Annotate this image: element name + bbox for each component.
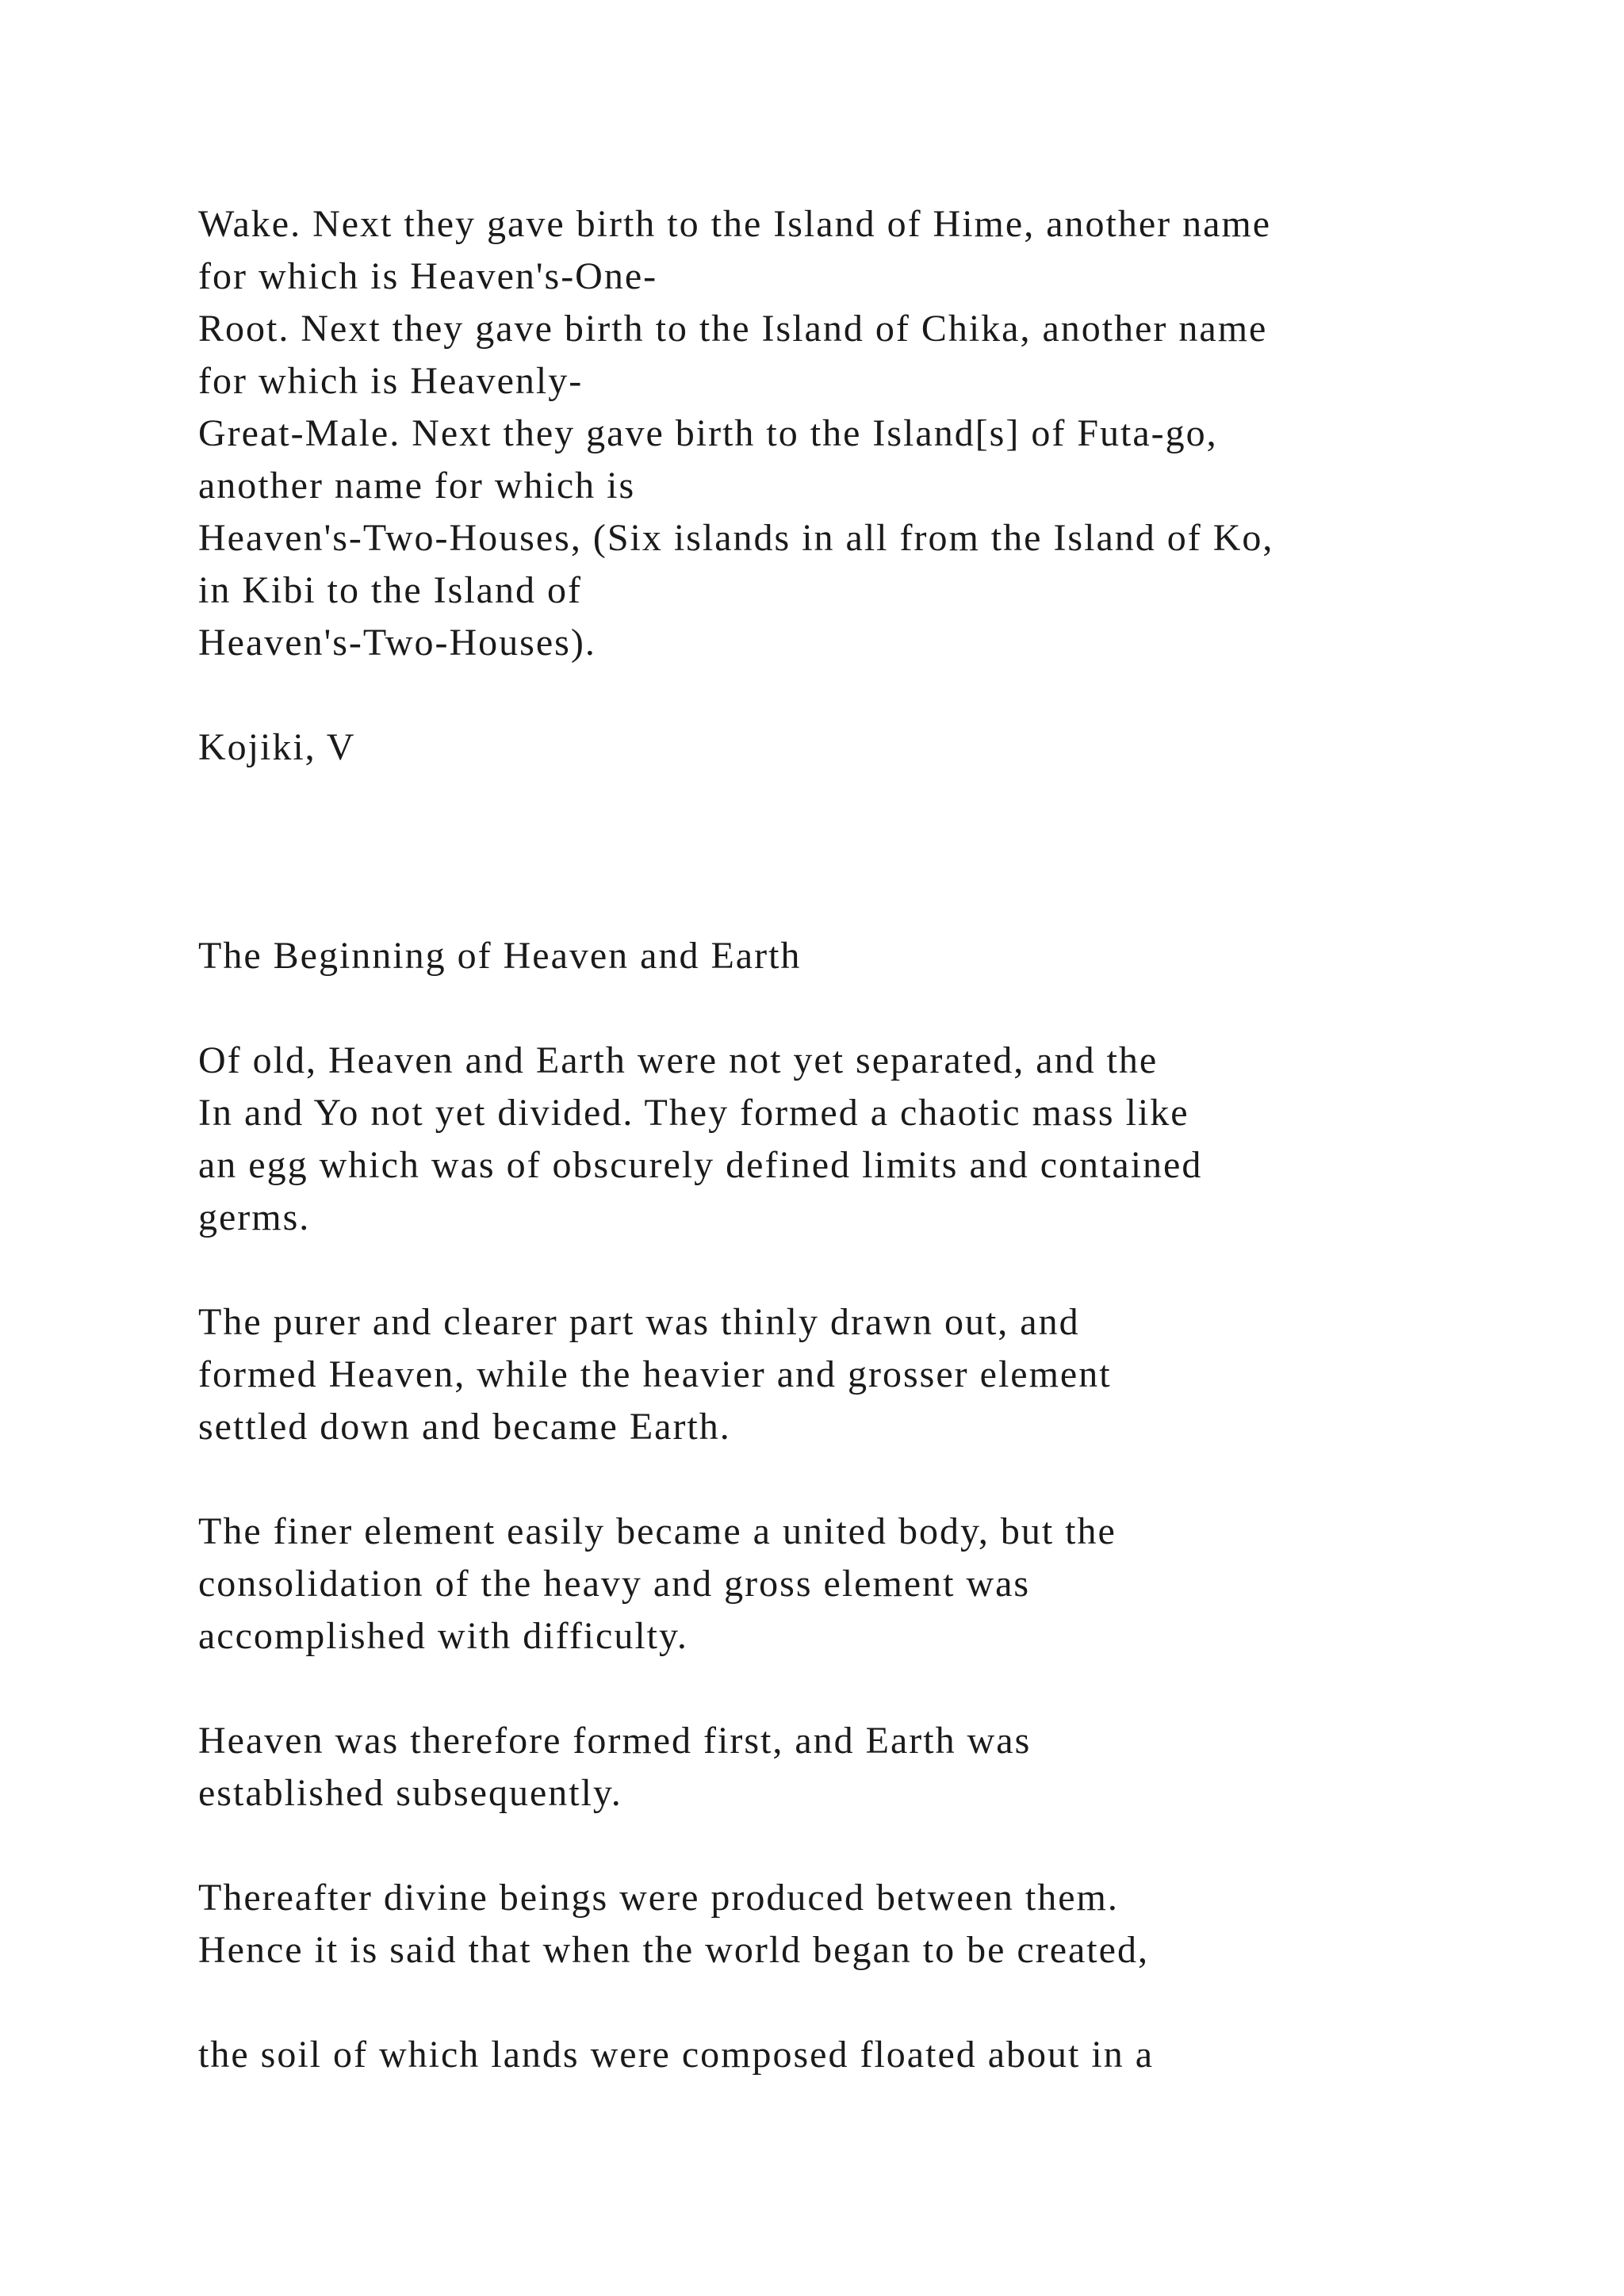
text-line: The purer and clearer part was thinly drawn out, and [198, 1301, 1080, 1343]
text-line: Heaven's-Two-Houses). [198, 622, 596, 664]
text-line: accomplished with difficulty. [198, 1615, 688, 1657]
text-line: the soil of which lands were composed floated about in a [198, 2034, 1155, 2076]
text-line: consolidation of the heavy and gross element was [198, 1563, 1031, 1605]
text-line: Root. Next they gave birth to the Island of Chika, another name [198, 308, 1268, 350]
text-line: Great-Male. Next they gave birth to the Island[s] of Futa-go, [198, 412, 1218, 454]
text-line: an egg which was of obscurely defined limits and contained [198, 1144, 1203, 1186]
text-line: Thereafter divine beings were produced between them. [198, 1877, 1119, 1919]
text-line: Of old, Heaven and Earth were not yet separated, and the [198, 1039, 1159, 1081]
section-heading: The Beginning of Heaven and Earth [198, 935, 802, 977]
text-line: Heaven was therefore formed first, and Earth was [198, 1720, 1032, 1762]
text-line: established subsequently. [198, 1772, 622, 1814]
text-line: Wake. Next they gave birth to the Island of Hime, another name [198, 203, 1272, 245]
text-line: In and Yo not yet divided. They formed a chaotic mass like [198, 1092, 1189, 1134]
text-line: settled down and became Earth. [198, 1406, 731, 1448]
text-line: for which is Heavenly- [198, 360, 584, 402]
text-line: The finer element easily became a united body, but the [198, 1510, 1116, 1552]
source-citation: Kojiki, V [198, 726, 356, 768]
text-line: for which is Heaven's-One- [198, 255, 658, 297]
text-line: Heaven's-Two-Houses, (Six islands in all from the Island of Ko, [198, 517, 1274, 559]
text-line: Hence it is said that when the world began to be created, [198, 1929, 1149, 1971]
text-line: formed Heaven, while the heavier and grosser element [198, 1353, 1112, 1395]
text-line: in Kibi to the Island of [198, 569, 582, 611]
text-line: another name for which is [198, 465, 636, 507]
text-line: germs. [198, 1196, 311, 1238]
